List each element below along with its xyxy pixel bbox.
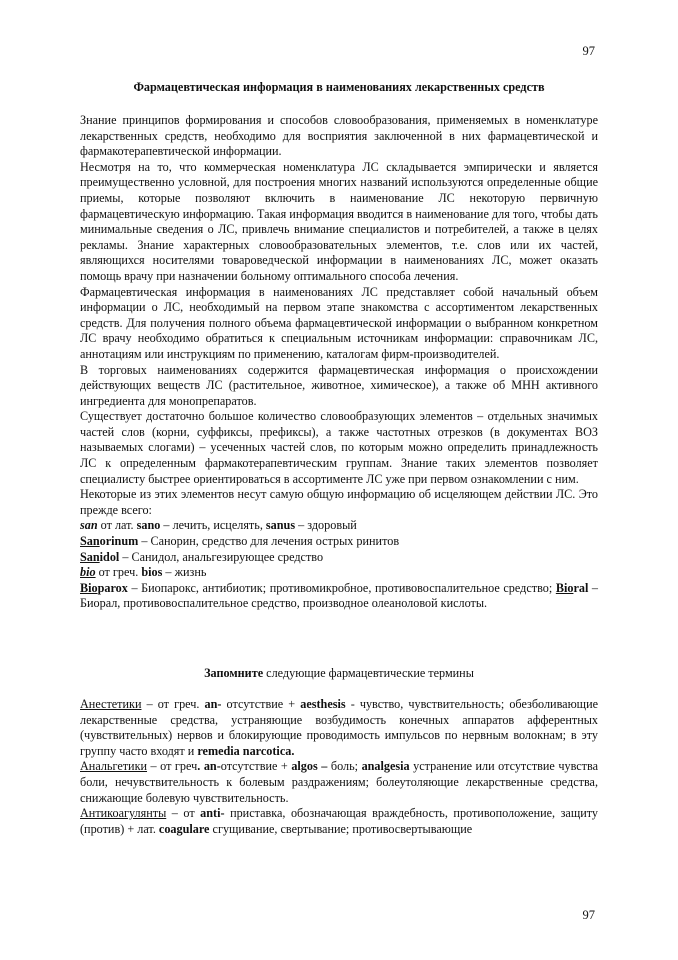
page-number-bottom: 97 bbox=[582, 908, 595, 922]
paragraph: Несмотря на то, что коммерческая номенклатура ЛС складывается эмпирически и является преимущественно условной, для построения многих названий используются определенные общие приемы, которые позволяют включить в наименование ЛС некоторую первичную фармацевтическую информацию. Такая информация вводится в наименование для того, чтобы дать минимальные сведения о ЛС, привлечь внимание специалистов и потребителей, а также в целях рекламы. Знание характерных словообразовательных элементов, т.е. слов или их частей, являющихся носителями товароведческой информации в наименованиях ЛС, может оказать помощь врачу при назначении больному оптимального способа лечения. bbox=[80, 159, 598, 283]
terms-list bbox=[80, 697, 598, 837]
page-title: Фармацевтическая информация в наименованиях лекарственных средств bbox=[133, 80, 545, 94]
example-bioparox-bioral: Bioparox – Биопарокс, антибиотик; противомикробное, противовоспалительное средство; Bioral – Биорал, противовоспалительное средство, производное олеаноловой кислоты. bbox=[80, 580, 599, 611]
paragraph: Некоторые из этих элементов несут самую общую информацию об исцеляющем действии ЛС. Это прежде всего: bbox=[80, 487, 598, 517]
example-sanorinum: Sanorinum – Санорин, средство для лечения острых ринитов bbox=[80, 534, 400, 549]
paragraph: Фармацевтическая информация в наименованиях ЛС представляет собой начальный объем информации о ЛС, необходимый на первом этапе знакомства с ассортиментом лекарственных средств. Для получения полного объема фармацевтической информации о выбранном конкретном ЛС врачу необходимо обратиться к специальным источникам информации: справочникам ЛС, аннотациям или инструкциям по применению, каталогам фирм-производителей. bbox=[80, 284, 598, 361]
example-bio: bio от греч. bios – жизнь bbox=[80, 565, 207, 580]
example-sanidol: Sanidol – Санидол, анальгезирующее средство bbox=[80, 549, 324, 564]
paragraph: Существует достаточно большое количество словообразующих элементов – отдельных значимых частей слов (корни, суффиксы, префиксы), а также частотных отрезков (в документах ВОЗ называемых слогами) – усеченных частей слов, по которым можно определить принадлежность ЛС к определенным фармакотерапевтическим группам. Знание таких элементов позволяет специалисту быстрее ориентироваться в ассортименте ЛС уже при первом ознакомлении с ним. bbox=[80, 409, 598, 486]
paragraph: В торговых наименованиях содержится фармацевтическая информация о происхождении действующих веществ ЛС (растительное, животное, химическое), а также об МНН активного ингредиента для монопрепаратов. bbox=[80, 362, 598, 408]
term-entry: Анальгетики – от греч. an-отсутствие + algos – боль; analgesia устранение или отсутствие чувства боли, нечувствительность к болевым раздражениям; болеутоляющие лекарственные средства, снижающие болевую чувствительность. bbox=[80, 759, 598, 805]
paragraph: Знание принципов формирования и способов словообразования, применяемых в номенклатуре лекарственных средств, необходимо для восприятия заключенной в них фармацевтической и фармакотерапевтической информации. bbox=[80, 113, 598, 159]
term-entry: Антикоагулянты – от anti- приставка, обозначающая враждебность, противоположение, защиту (против) + лат. coagulare сгущивание, свертывание; противосвертывающие bbox=[80, 806, 598, 836]
term-entry: Анестетики – от греч. an- отсутствие + aesthesis - чувство, чувствительность; обезболивающие лекарственные средства, устраняющие возбудимость конечных аппаратов афферентных (чувствительных) нервов и блокирующие проводимость импульсов по нервным волокнам; в эту группу часто входят и remedia narcotica. bbox=[80, 697, 598, 758]
example-san: san от лат. sano – лечить, исцелять, sanus – здоровый bbox=[80, 518, 357, 533]
body-text bbox=[80, 113, 598, 612]
remember-heading: Запомните следующие фармацевтические термины bbox=[204, 666, 474, 680]
page-number-top: 97 bbox=[582, 44, 595, 58]
